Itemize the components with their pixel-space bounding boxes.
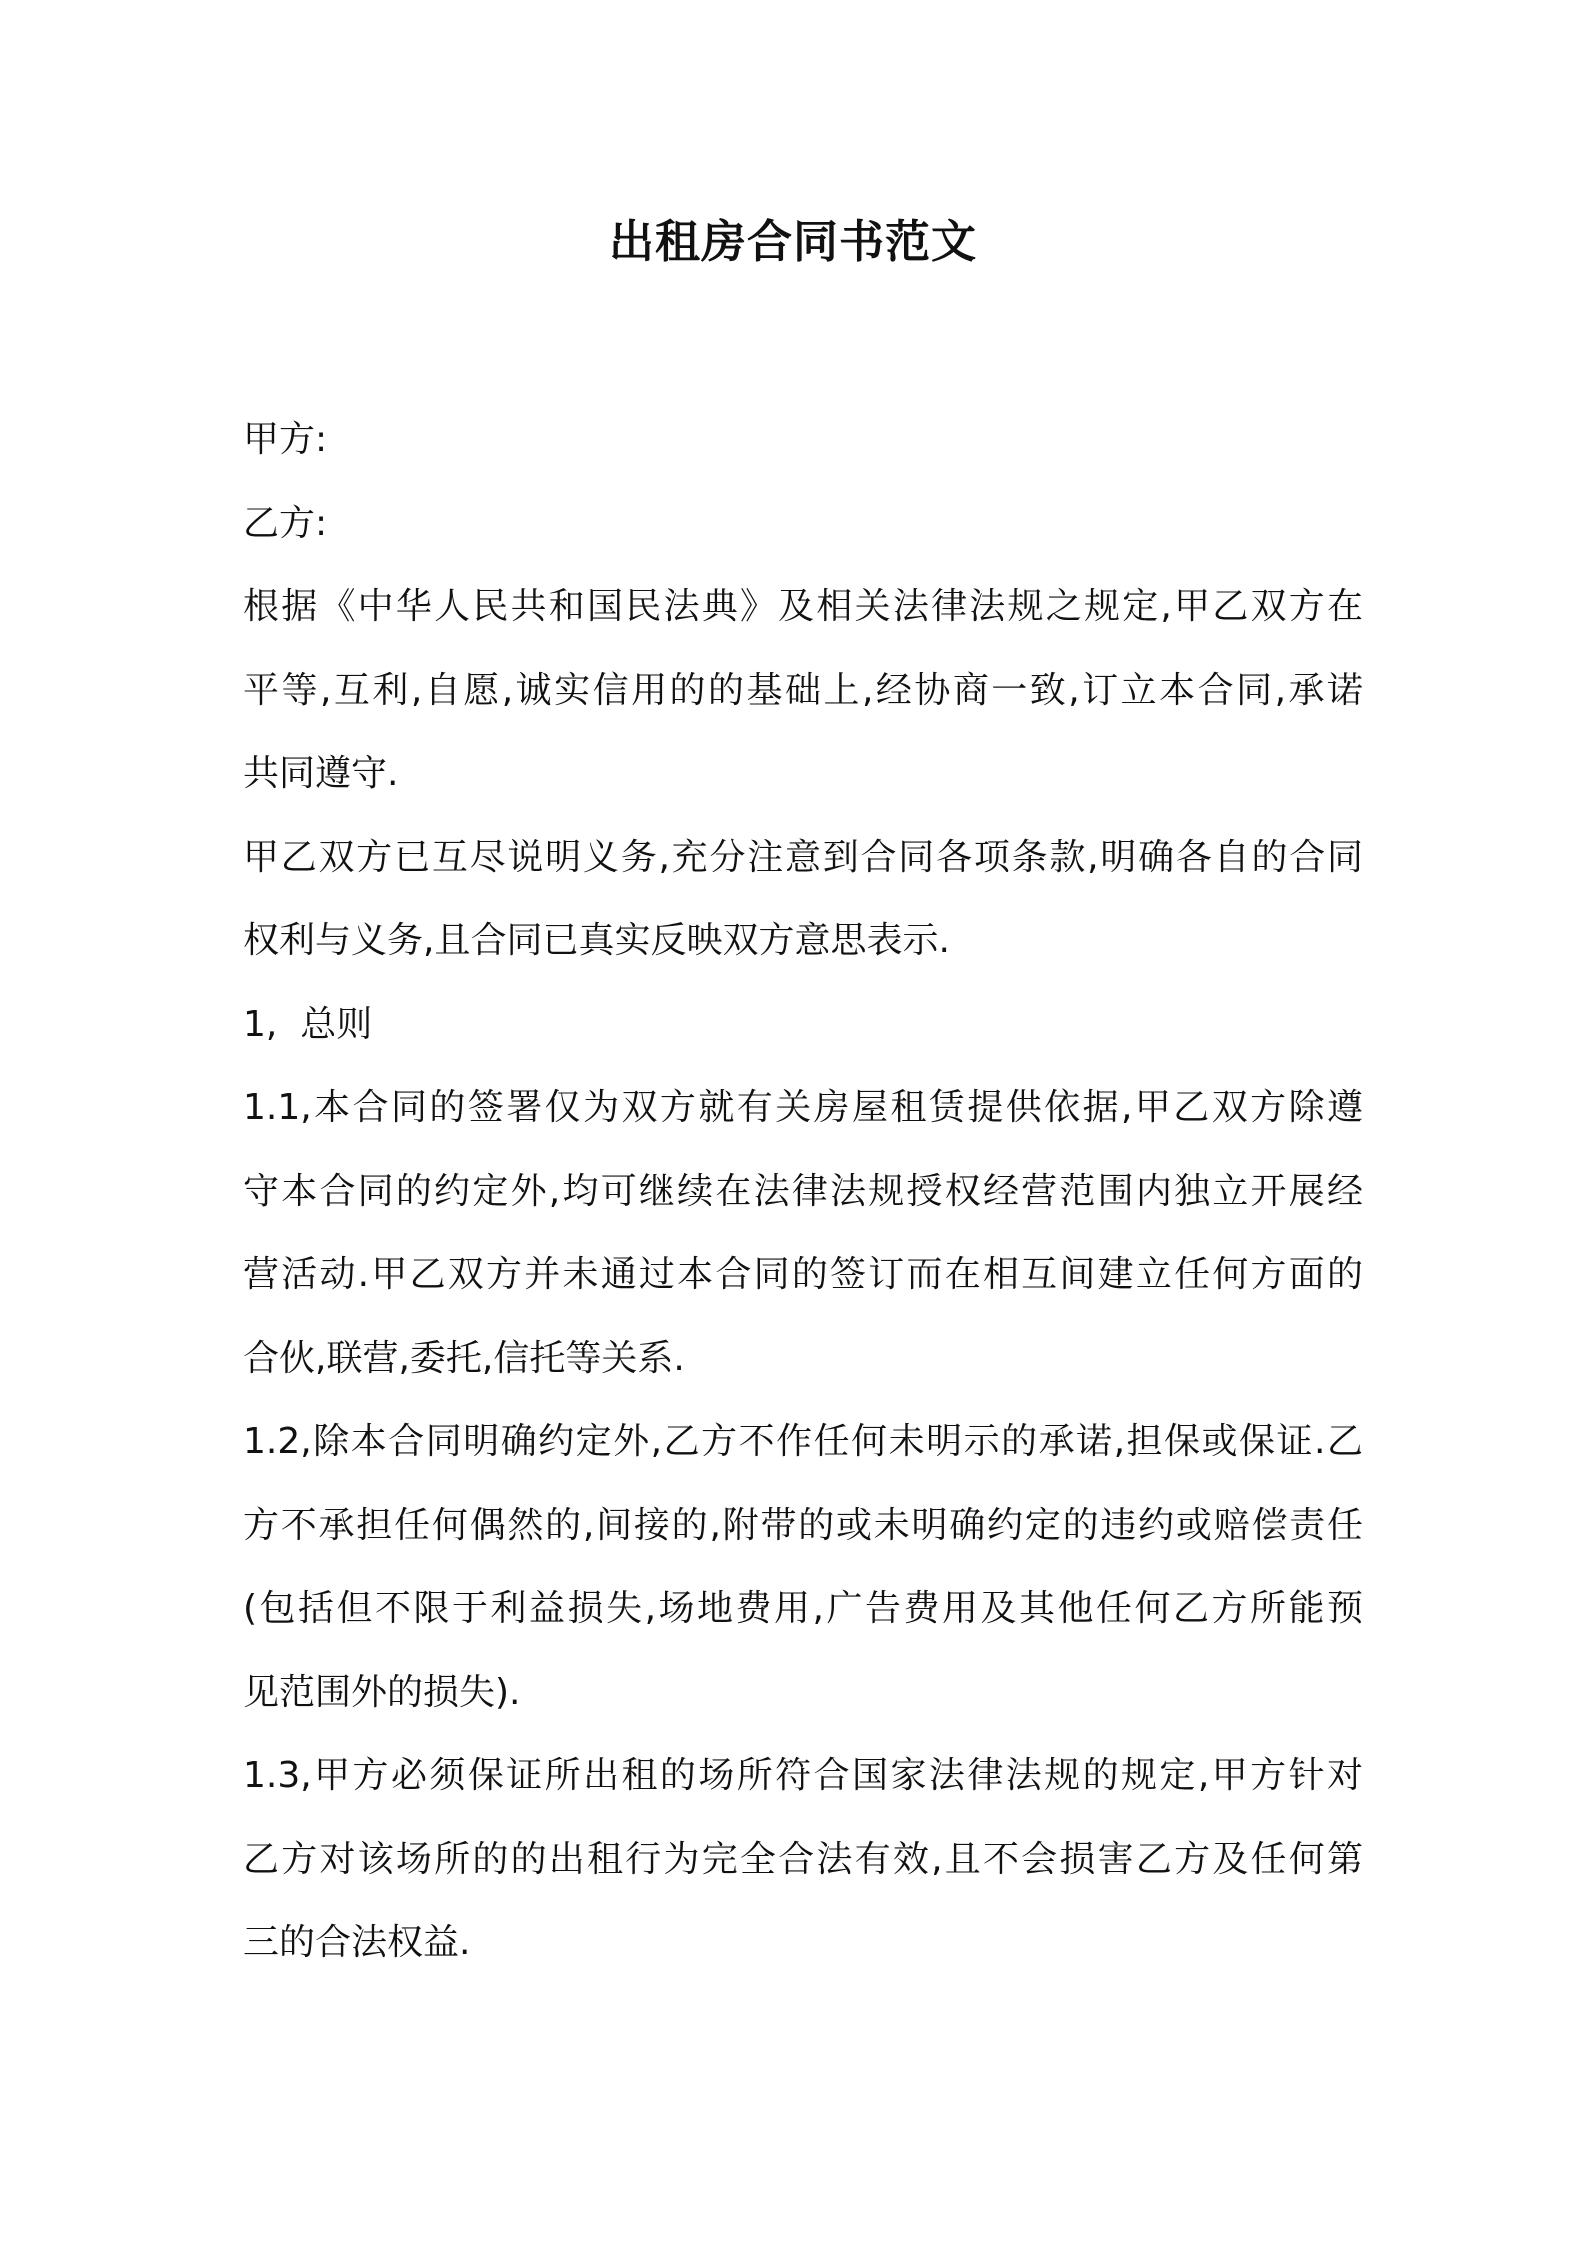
text-line: (包括但不限于利益损失,场地费用,广告费用及其他任何乙方所能预 [243, 1588, 1363, 1629]
text-line: 守本合同的约定外,均可继续在法律法规授权经营范围内独立开展经 [243, 1170, 1363, 1212]
text-line: 1.1,本合同的签署仅为双方就有关房屋租赁提供依据,甲乙双方除遵 [243, 1087, 1363, 1128]
preamble-paragraph [243, 565, 1363, 816]
text-line: 乙方: [243, 502, 328, 544]
section-heading [243, 983, 1363, 1067]
clause-1-2 [243, 1400, 1363, 1734]
text-line: 1, 总则 [243, 1003, 373, 1045]
text-line: 乙方对该场所的的出租行为完全合法有效,且不会损害乙方及任何第 [243, 1838, 1363, 1880]
disclosure-paragraph [243, 816, 1363, 983]
text-line: 共同遵守. [243, 753, 399, 794]
text-line: 三的合法权益. [243, 1922, 471, 1963]
text-line: 甲方: [243, 419, 328, 460]
text-line: 见范围外的损失). [243, 1671, 521, 1713]
party-b-line [243, 482, 1363, 566]
document-title: 出租房合同书范文 [608, 215, 977, 268]
clause-1-1 [243, 1066, 1363, 1400]
text-line: 1.3,甲方必须保证所出租的场所符合国家法律法规的规定,甲方针对 [243, 1755, 1363, 1796]
text-line: 平等,互利,自愿,诚实信用的的基础上,经协商一致,订立本合同,承诺 [243, 669, 1363, 711]
text-line: 营活动.甲乙双方并未通过本合同的签订而在相互间建立任何方面的 [243, 1254, 1363, 1295]
document-body [243, 398, 1363, 1985]
text-line: 1.2,除本合同明确约定外,乙方不作任何未明示的承诺,担保或保证.乙 [243, 1421, 1363, 1462]
text-line: 根据《中华人民共和国民法典》及相关法律法规之规定,甲乙双方在 [243, 586, 1363, 627]
party-a-line [243, 398, 1363, 482]
text-line: 甲乙双方已互尽说明义务,充分注意到合同各项条款,明确各自的合同 [243, 836, 1363, 878]
text-line: 方不承担任何偶然的,间接的,附带的或未明确约定的违约或赔偿责任 [243, 1504, 1363, 1546]
text-line: 权利与义务,且合同已真实反映双方意思表示. [243, 920, 950, 961]
text-line: 合伙,联营,委托,信托等关系. [243, 1337, 685, 1379]
clause-1-3 [243, 1734, 1363, 1985]
